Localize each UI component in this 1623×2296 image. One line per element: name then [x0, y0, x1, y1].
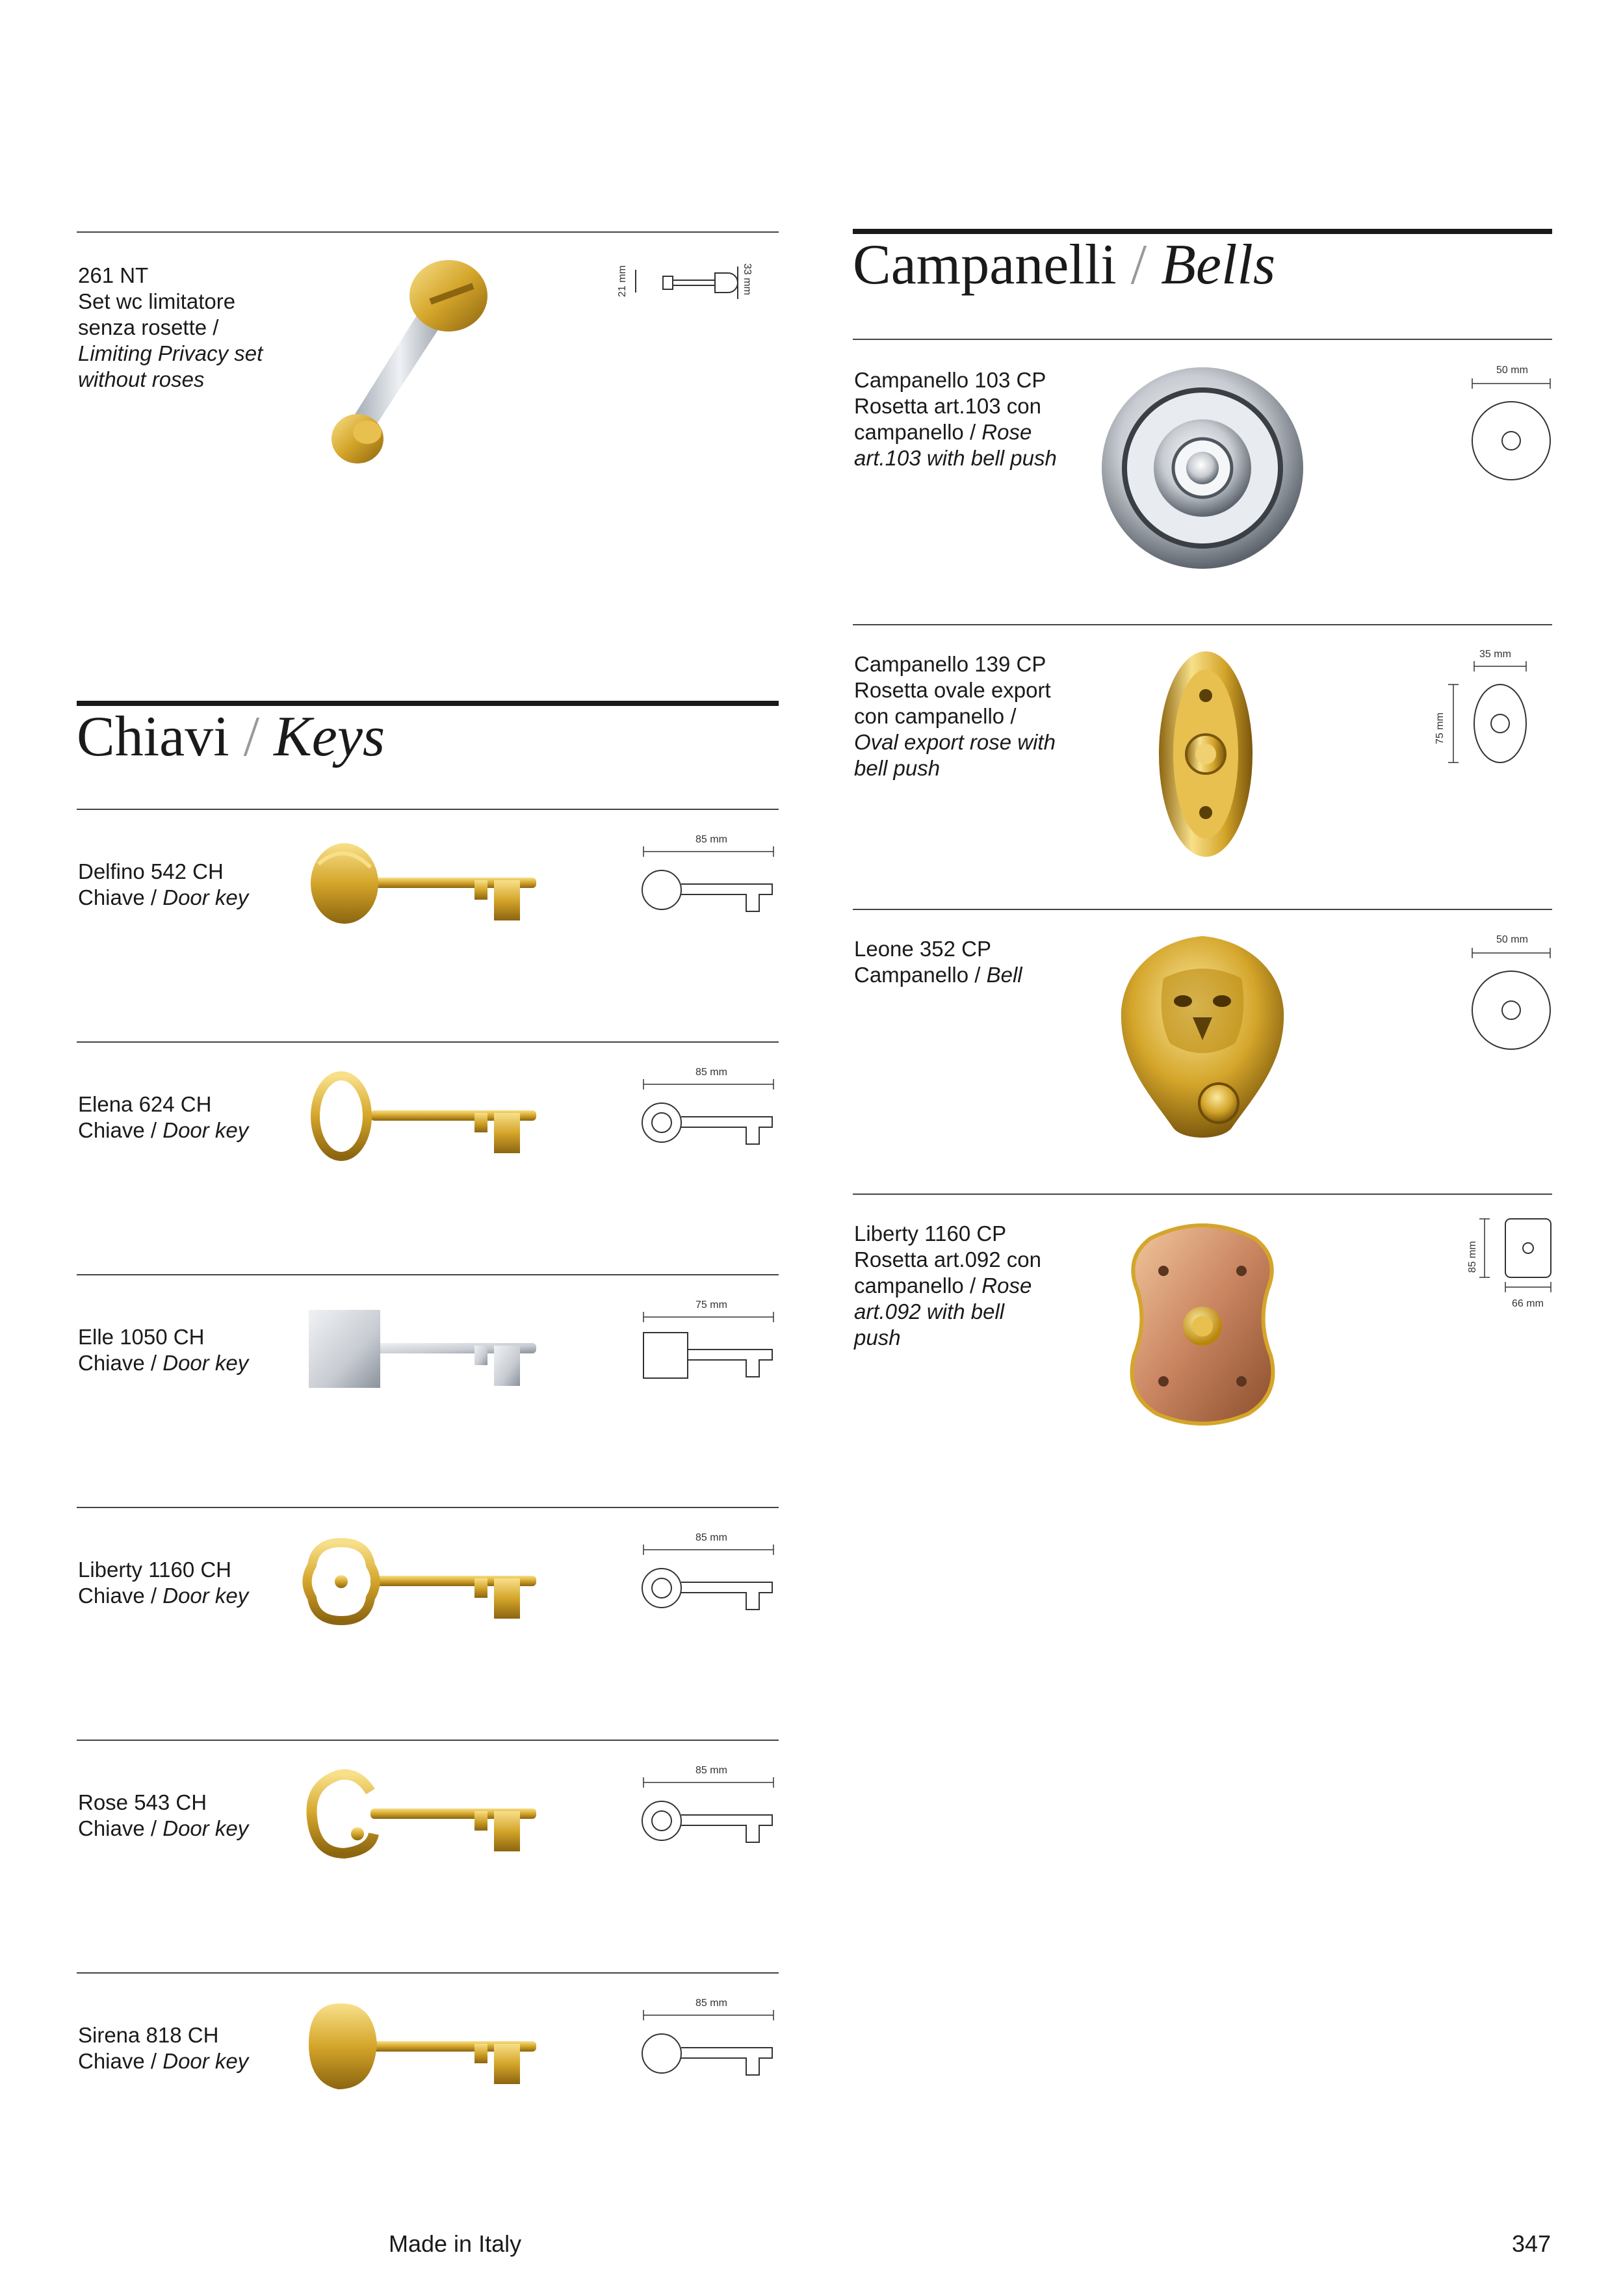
product-desc-en: without roses [78, 367, 205, 391]
product-name: Liberty 1160 CP [854, 1221, 1007, 1246]
svg-text:85 mm: 85 mm [695, 1765, 727, 1776]
product-desc-en: art.103 with bell push [854, 446, 1057, 470]
bell-139-drawing [1430, 647, 1534, 777]
svg-text:50 mm: 50 mm [1496, 365, 1528, 376]
title-en: Keys [274, 705, 385, 768]
title-it: Chiavi [77, 705, 229, 768]
product-desc: Campanello / Bell [854, 963, 1022, 987]
keys-section-title [77, 705, 385, 770]
svg-text:85 mm: 85 mm [1467, 1241, 1478, 1273]
product-desc: Rosetta art.092 con [854, 1247, 1042, 1272]
svg-text:85 mm: 85 mm [695, 834, 727, 845]
key-elena-drawing [642, 1061, 779, 1158]
product-desc: con campanello / [854, 704, 1017, 728]
product-desc: senza rosette / [78, 315, 219, 339]
divider [853, 339, 1552, 340]
product-code: 261 NT [78, 263, 149, 287]
product-bell-liberty [854, 1221, 1041, 1351]
svg-text:85 mm: 85 mm [695, 1998, 727, 2009]
product-privacy-set [78, 263, 263, 393]
product-desc-en: push [854, 1325, 901, 1350]
product-desc-en: Limiting Privacy set [78, 341, 263, 365]
product-bell-352 [854, 936, 1022, 988]
key-name: Delfino 542 CH [78, 859, 224, 883]
key-liberty-drawing [642, 1526, 779, 1624]
key-elle-drawing [642, 1294, 779, 1391]
key-elle-image [305, 1300, 539, 1398]
product-desc: campanello / Rose [854, 420, 1032, 444]
key-elena-image [305, 1067, 539, 1165]
title-separator: / [243, 705, 260, 768]
key-item [78, 1324, 248, 1376]
title-separator: / [1130, 233, 1147, 296]
bell-139-image [1157, 650, 1254, 858]
key-desc: Chiave / Door key [78, 1816, 249, 1840]
key-name: Elena 624 CH [78, 1092, 212, 1116]
svg-text:35 mm: 35 mm [1479, 649, 1511, 660]
key-name: Elle 1050 CH [78, 1325, 205, 1349]
key-delfino-drawing [642, 828, 779, 926]
product-desc-en: Oval export rose with [854, 730, 1056, 754]
divider [77, 1274, 779, 1275]
divider [77, 1972, 779, 1974]
bell-103-drawing [1470, 364, 1555, 481]
key-name: Rose 543 CH [78, 1790, 207, 1814]
product-name: Campanello 139 CP [854, 652, 1046, 676]
key-item [78, 859, 248, 911]
key-rose-image [305, 1766, 539, 1863]
svg-text:85 mm: 85 mm [695, 1532, 727, 1543]
key-desc: Chiave / Door key [78, 885, 249, 909]
privacy-set-image [331, 257, 526, 471]
key-sirena-image [305, 1998, 539, 2096]
svg-text:75 mm: 75 mm [1435, 712, 1446, 744]
product-desc: campanello / Rose [854, 1273, 1032, 1298]
page-number: 347 [1512, 2230, 1552, 2257]
divider [77, 809, 779, 810]
key-name: Liberty 1160 CH [78, 1558, 232, 1582]
svg-text:66 mm: 66 mm [1512, 1298, 1544, 1309]
product-name: Campanello 103 CP [854, 368, 1046, 392]
title-it: Campanelli [853, 233, 1117, 296]
key-item [78, 1790, 248, 1842]
divider [77, 1041, 779, 1043]
key-desc: Chiave / Door key [78, 1351, 249, 1375]
product-desc-en: bell push [854, 756, 941, 780]
product-name: Leone 352 CP [854, 937, 992, 961]
key-desc: Chiave / Door key [78, 1584, 249, 1608]
divider [77, 231, 779, 233]
bell-liberty-drawing [1462, 1216, 1560, 1320]
privacy-set-drawing [617, 257, 780, 309]
key-item [78, 2022, 248, 2074]
bell-liberty-image [1124, 1219, 1280, 1427]
key-item [78, 1091, 248, 1143]
divider [77, 1740, 779, 1741]
key-liberty-image [305, 1533, 539, 1630]
svg-text:33 mm: 33 mm [742, 263, 753, 295]
product-desc: Set wc limitatore [78, 289, 236, 313]
bell-103-image [1098, 364, 1306, 572]
divider [853, 624, 1552, 625]
key-name: Sirena 818 CH [78, 2023, 219, 2047]
key-desc: Chiave / Door key [78, 2049, 249, 2073]
svg-text:21 mm: 21 mm [617, 265, 628, 297]
product-desc: Rosetta ovale export [854, 678, 1051, 702]
footer-made-in-italy: Made in Italy [389, 2230, 522, 2257]
key-sirena-drawing [642, 1992, 779, 2089]
svg-text:75 mm: 75 mm [695, 1299, 727, 1311]
divider [853, 1194, 1552, 1195]
product-desc-en: art.092 with bell [854, 1299, 1005, 1324]
svg-text:50 mm: 50 mm [1496, 934, 1528, 945]
key-rose-drawing [642, 1759, 779, 1857]
svg-text:85 mm: 85 mm [695, 1067, 727, 1078]
product-desc: Rosetta art.103 con [854, 394, 1042, 418]
bell-352-drawing [1470, 933, 1555, 1050]
title-en: Bells [1161, 233, 1276, 296]
divider [77, 1507, 779, 1508]
bell-352-lion-image [1118, 933, 1287, 1147]
divider [853, 909, 1552, 910]
key-desc: Chiave / Door key [78, 1118, 249, 1142]
key-item [78, 1557, 248, 1609]
bells-section-title [853, 233, 1275, 298]
product-bell-103 [854, 367, 1057, 471]
key-delfino-image [305, 835, 539, 932]
product-bell-139 [854, 651, 1056, 781]
